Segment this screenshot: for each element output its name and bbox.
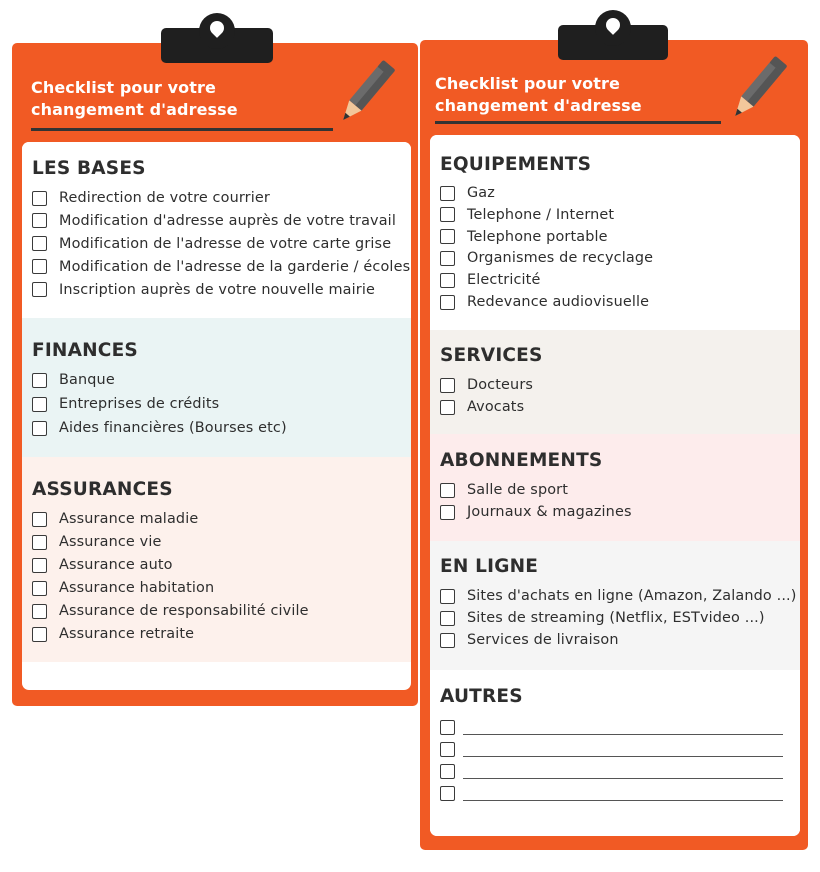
- checklist-item[interactable]: [440, 630, 619, 650]
- checklist-item[interactable]: [32, 394, 219, 414]
- checklist-item-label: Telephone portable: [467, 228, 608, 245]
- checklist-item[interactable]: [32, 555, 173, 575]
- checkbox-icon[interactable]: [440, 786, 455, 801]
- checklist-item[interactable]: [32, 188, 270, 208]
- checkbox-icon[interactable]: [440, 611, 455, 626]
- header-title-line2: changement d'adresse: [31, 100, 238, 119]
- checkbox-icon[interactable]: [32, 282, 47, 297]
- header-title-line1: Checklist pour votre: [31, 78, 216, 97]
- checklist-item[interactable]: [440, 205, 614, 225]
- checklist-item-label: Journaux & magazines: [467, 504, 632, 520]
- checkbox-icon[interactable]: [32, 512, 47, 527]
- checklist-item-label: Aides financières (Bourses etc): [59, 420, 287, 436]
- checkbox-icon[interactable]: [32, 627, 47, 642]
- checklist-item-label: Redirection de votre courrier: [59, 190, 270, 206]
- checklist-item-label: Assurance habitation: [59, 580, 215, 596]
- checklist-item[interactable]: [32, 418, 287, 438]
- checkbox-icon[interactable]: [440, 378, 455, 393]
- section-les-bases: [22, 142, 411, 318]
- checkbox-icon[interactable]: [440, 400, 455, 415]
- header-underline: [435, 121, 721, 124]
- checklist-item[interactable]: [440, 248, 653, 268]
- section-title-equipements: EQUIPEMENTS: [440, 154, 592, 175]
- checklist-item-label: Organismes de recyclage: [467, 250, 654, 267]
- pencil-icon: [720, 48, 795, 133]
- checklist-item[interactable]: [32, 601, 309, 621]
- checklist-item-label: Banque: [59, 372, 115, 388]
- section-title-finances: FINANCES: [32, 340, 138, 361]
- checklist-item-label: Docteurs: [467, 377, 534, 393]
- checklist-item-label: Gaz: [467, 185, 495, 201]
- section-title-les-bases: LES BASES: [32, 158, 146, 179]
- checklist-item-label: Telephone / Internet: [467, 206, 615, 223]
- checklist-item[interactable]: [32, 280, 375, 300]
- header-title-line1: Checklist pour votre: [435, 74, 620, 93]
- checkbox-icon[interactable]: [32, 259, 47, 274]
- checkbox-icon[interactable]: [32, 581, 47, 596]
- checklist-item[interactable]: [440, 227, 608, 247]
- checklist-item[interactable]: [440, 270, 540, 290]
- section-title-services: SERVICES: [440, 345, 543, 366]
- right-header-title: [435, 73, 642, 117]
- blank-checklist-item[interactable]: [440, 761, 783, 781]
- blank-write-line[interactable]: [463, 778, 783, 779]
- section-en-ligne: [430, 541, 800, 670]
- checklist-item-label: Entreprises de crédits: [59, 396, 220, 412]
- checklist-item-label: Electricité: [467, 272, 541, 289]
- section-finances: [22, 318, 411, 457]
- checkbox-icon[interactable]: [32, 236, 47, 251]
- checklist-item[interactable]: [32, 234, 391, 254]
- checkbox-icon[interactable]: [32, 604, 47, 619]
- checkbox-icon[interactable]: [440, 742, 455, 757]
- checkbox-icon[interactable]: [440, 505, 455, 520]
- checklist-item-label: Assurance auto: [59, 557, 173, 573]
- checklist-item[interactable]: [32, 532, 161, 552]
- section-title-en-ligne: EN LIGNE: [440, 556, 539, 577]
- checklist-item-label: Assurance maladie: [59, 511, 199, 527]
- section-title-assurances: ASSURANCES: [32, 479, 173, 500]
- checklist-item[interactable]: [32, 257, 410, 277]
- checklist-item[interactable]: [440, 502, 632, 522]
- checklist-item-label: Salle de sport: [467, 482, 569, 498]
- checkbox-icon[interactable]: [32, 191, 47, 206]
- blank-checklist-item[interactable]: [440, 783, 783, 803]
- section-services: [430, 330, 800, 434]
- checklist-item[interactable]: [32, 509, 198, 529]
- checkbox-icon[interactable]: [32, 213, 47, 228]
- checkbox-icon[interactable]: [440, 483, 455, 498]
- header-underline: [31, 128, 333, 131]
- checklist-item-label: Modification d'adresse auprès de votre travail: [59, 212, 396, 229]
- checklist-item[interactable]: [440, 375, 533, 395]
- checklist-item-label: Assurance retraite: [59, 626, 195, 642]
- checkbox-icon[interactable]: [440, 589, 455, 604]
- checkbox-icon[interactable]: [440, 273, 455, 288]
- checkbox-icon[interactable]: [440, 207, 455, 222]
- checkbox-icon[interactable]: [32, 373, 47, 388]
- checklist-item[interactable]: [32, 211, 396, 231]
- checkbox-icon[interactable]: [32, 558, 47, 573]
- section-autres: [430, 670, 800, 836]
- section-abonnements: [430, 434, 800, 541]
- checkbox-icon[interactable]: [440, 186, 455, 201]
- checklist-item[interactable]: [440, 183, 495, 203]
- section-title-autres: AUTRES: [440, 686, 523, 707]
- checkbox-icon[interactable]: [440, 295, 455, 310]
- checklist-item-label: Redevance audiovisuelle: [467, 294, 650, 310]
- blank-write-line[interactable]: [463, 756, 783, 757]
- checklist-paper-right: [430, 135, 800, 836]
- blank-checklist-item[interactable]: [440, 739, 783, 759]
- left-header-title: [31, 77, 238, 121]
- checklist-item-label: Services de livraison: [467, 632, 619, 648]
- checklist-item-label: Assurance vie: [59, 534, 162, 550]
- checklist-item-label: Sites de streaming (Netflix, ESTvideo ...): [467, 610, 765, 626]
- checkbox-icon[interactable]: [32, 535, 47, 550]
- section-assurances: [22, 457, 411, 662]
- checklist-item[interactable]: [32, 578, 214, 598]
- blank-checklist-item[interactable]: [440, 717, 783, 737]
- checklist-item[interactable]: [32, 370, 115, 390]
- checklist-paper-left: [22, 142, 411, 690]
- header-title-line2: changement d'adresse: [435, 96, 642, 115]
- blank-write-line[interactable]: [463, 734, 783, 735]
- checkbox-icon[interactable]: [32, 421, 47, 436]
- blank-write-line[interactable]: [463, 800, 783, 801]
- checkbox-icon[interactable]: [440, 633, 455, 648]
- clipboard-clip-icon: [558, 25, 668, 65]
- checkbox-icon[interactable]: [440, 251, 455, 266]
- checklist-item[interactable]: [440, 480, 568, 500]
- checklist-item[interactable]: [440, 608, 765, 628]
- pencil-icon: [328, 52, 403, 137]
- checkbox-icon[interactable]: [440, 720, 455, 735]
- checklist-item-label: Inscription auprès de votre nouvelle mairie: [59, 281, 376, 298]
- checklist-item-label: Modification de l'adresse de votre carte grise: [59, 235, 392, 252]
- section-equipements: [430, 135, 800, 330]
- checklist-item[interactable]: [32, 624, 194, 644]
- checklist-item-label: Sites d'achats en ligne (Amazon, Zalando ...): [467, 588, 797, 604]
- section-title-abonnements: ABONNEMENTS: [440, 450, 603, 471]
- checklist-item-label: Assurance de responsabilité civile: [59, 603, 309, 619]
- checkbox-icon[interactable]: [440, 764, 455, 779]
- checkbox-icon[interactable]: [440, 229, 455, 244]
- clipboard-clip-icon: [161, 28, 273, 68]
- checklist-item[interactable]: [440, 292, 649, 312]
- checklist-item-label: Modification de l'adresse de la garderie / écoles: [59, 258, 411, 275]
- checkbox-icon[interactable]: [32, 397, 47, 412]
- checklist-item[interactable]: [440, 586, 797, 606]
- checklist-item[interactable]: [440, 397, 524, 417]
- checklist-item-label: Avocats: [467, 399, 525, 415]
